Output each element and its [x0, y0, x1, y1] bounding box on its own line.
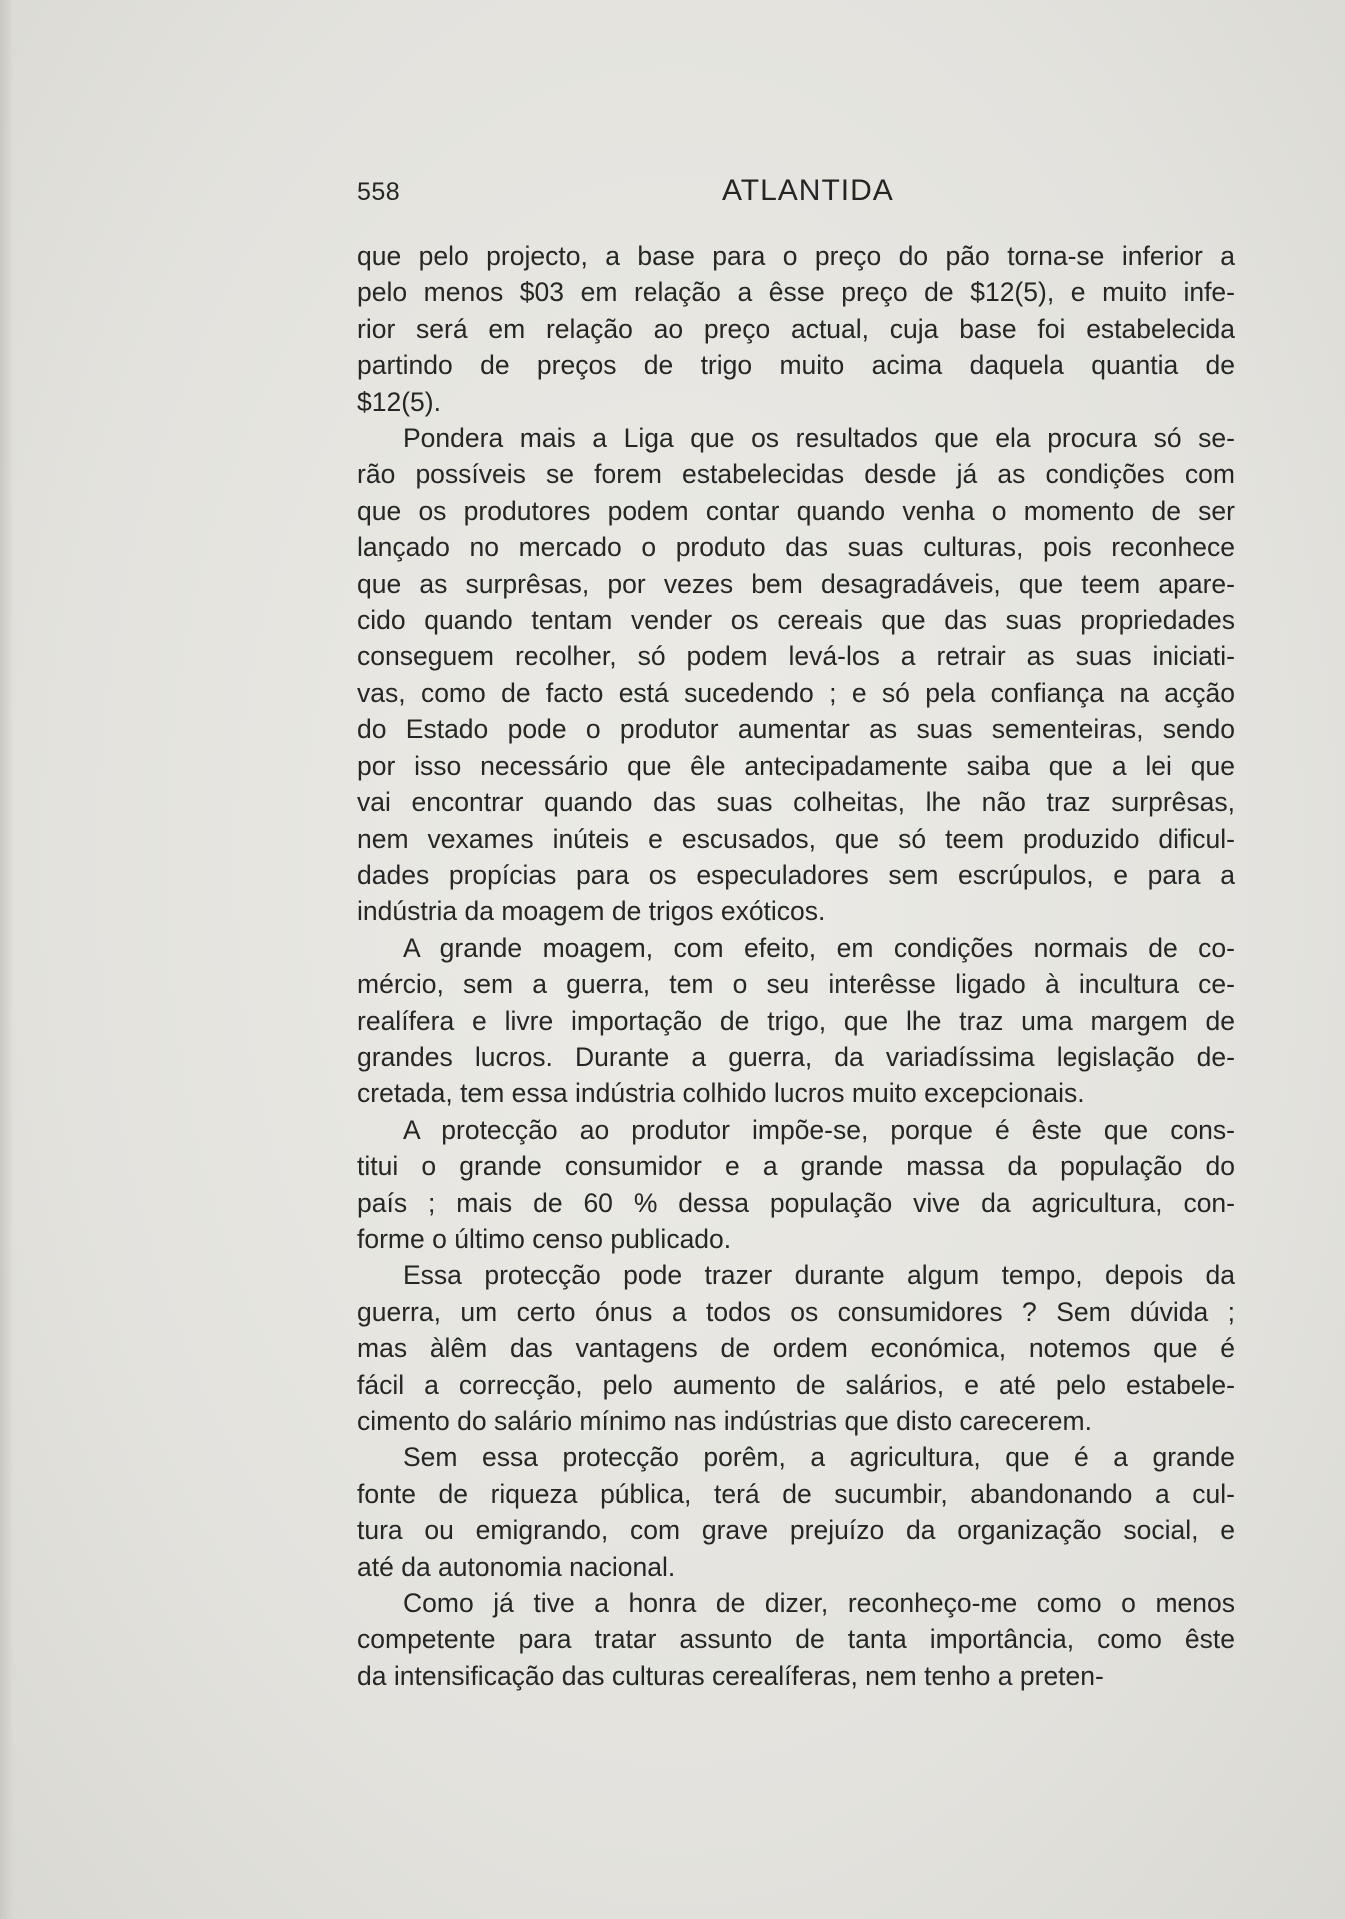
text-line: fonte de riqueza pública, terá de sucumbir, abandonando a cul- [357, 1478, 1235, 1509]
paragraph [357, 1112, 1235, 1258]
paragraph [357, 930, 1235, 1112]
text-line: Pondera mais a Liga que os resultados que ela procura só se- [403, 423, 1235, 454]
text-line: rior será em relação ao preço actual, cuja base foi estabelecida [357, 313, 1235, 344]
text-line: realífera e livre importação de trigo, que lhe traz uma margem de [357, 1005, 1235, 1036]
text-line: indústria da moagem de trigos exóticos. [357, 896, 826, 927]
text-line: cido quando tentam vender os cereais que das suas propriedades [357, 605, 1235, 636]
text-line: do Estado pode o produtor aumentar as suas sementeiras, sendo [357, 714, 1235, 745]
text-line: que os produtores podem contar quando venha o momento de ser [357, 495, 1235, 526]
paragraph [357, 1439, 1235, 1585]
text-line: rão possíveis se forem estabelecidas desde já as condições com [357, 459, 1235, 490]
text-line: até da autonomia nacional. [357, 1551, 676, 1582]
page-number: 558 [357, 178, 401, 206]
text-line: conseguem recolher, só podem levá-los a retrair as suas iniciati- [357, 641, 1235, 672]
text-line: A grande moagem, com efeito, em condições normais de co- [403, 932, 1235, 963]
paragraph [357, 420, 1235, 930]
spine-shadow [0, 0, 14, 1919]
text-line: Essa protecção pode trazer durante algum tempo, depois da [403, 1260, 1235, 1291]
text-line: tura ou emigrando, com grave prejuízo da organização social, e [357, 1515, 1235, 1546]
text-line: pelo menos $03 em relação a êsse preço de $12(5), e muito infe- [357, 277, 1235, 308]
body-text [357, 238, 1235, 1694]
text-line: Como já tive a honra de dizer, reconheço-me como o menos [403, 1588, 1235, 1619]
running-head: ATLANTIDA [722, 174, 894, 207]
text-line: por isso necessário que êle antecipadamente saiba que a lei que [357, 750, 1235, 781]
text-line: fácil a correcção, pelo aumento de salários, e até pelo estabele- [357, 1369, 1235, 1400]
text-line: guerra, um certo ónus a todos os consumidores ? Sem dúvida ; [357, 1296, 1235, 1327]
text-line: lançado no mercado o produto das suas culturas, pois reconhece [357, 532, 1235, 563]
paragraph [357, 238, 1235, 420]
text-line: mas àlêm das vantagens de ordem económica, notemos que é [357, 1333, 1235, 1364]
text-line: que as surprêsas, por vezes bem desagradáveis, que teem apare- [357, 568, 1235, 599]
text-line: que pelo projecto, a base para o preço do pão torna-se inferior a [357, 241, 1235, 271]
text-line: A protecção ao produtor impõe-se, porque é êste que cons- [403, 1114, 1235, 1145]
text-line: mércio, sem a guerra, tem o seu interêsse ligado à incultura ce- [357, 969, 1235, 1000]
text-line: partindo de preços de trigo muito acima daquela quantia de [357, 350, 1235, 381]
text-line: cretada, tem essa indústria colhido lucros muito excepcionais. [357, 1078, 1085, 1109]
text-line: da intensificação das culturas cerealíferas, nem tenho a preten- [357, 1660, 1104, 1691]
text-line: cimento do salário mínimo nas indústrias que disto carecerem. [357, 1406, 1092, 1436]
paragraph [357, 1257, 1235, 1439]
text-line: vai encontrar quando das suas colheitas, lhe não traz surprêsas, [357, 787, 1235, 818]
text-line: nem vexames inúteis e escusados, que só teem produzido dificul- [357, 823, 1235, 854]
text-line: vas, como de facto está sucedendo ; e só pela confiança na acção [357, 677, 1235, 708]
text-line: dades propícias para os especuladores sem escrúpulos, e para a [357, 859, 1235, 890]
paragraph [357, 1585, 1235, 1694]
page-header [357, 172, 1237, 212]
text-line: Sem essa protecção porêm, a agricultura, que é a grande [403, 1442, 1235, 1473]
text-line: país ; mais de 60 % dessa população vive da agricultura, con- [357, 1187, 1235, 1218]
text-line: forme o último censo publicado. [357, 1223, 732, 1254]
text-line: $12(5). [357, 386, 441, 417]
text-line: grandes lucros. Durante a guerra, da variadíssima legislação de- [357, 1041, 1235, 1072]
text-line: competente para tratar assunto de tanta importância, como êste [357, 1624, 1235, 1655]
text-line: titui o grande consumidor e a grande massa da população do [357, 1151, 1235, 1182]
